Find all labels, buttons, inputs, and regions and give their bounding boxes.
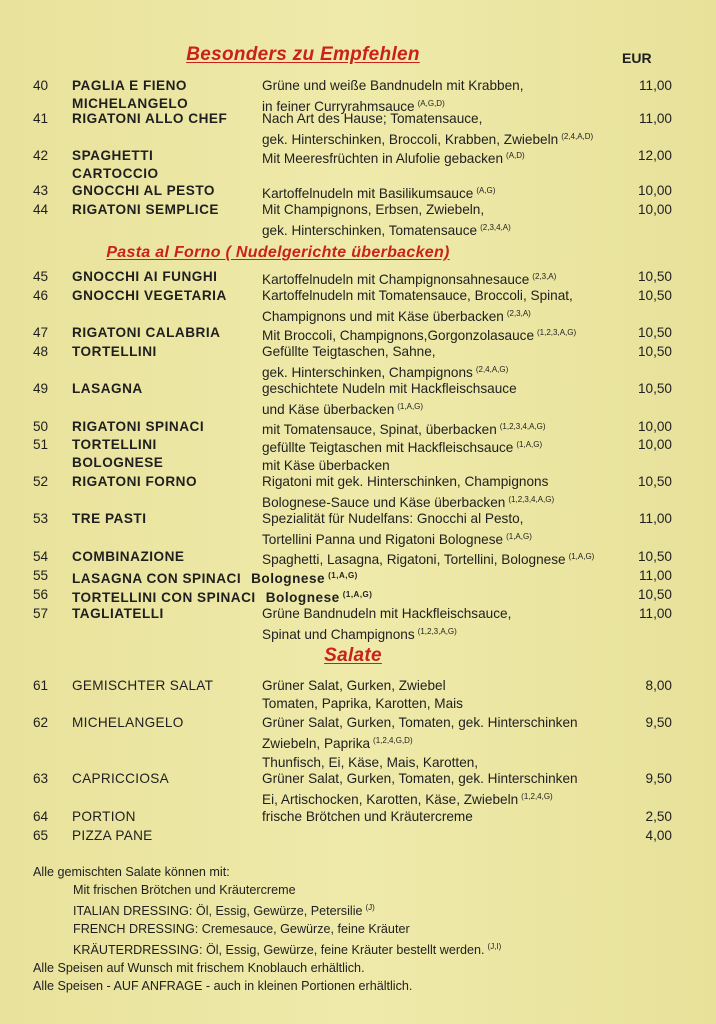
item-description: Kartoffelnudeln mit Champignonsahnesauce $^{(2,3,A)}$ [262, 272, 557, 287]
item-name: RIGATONI ALLO CHEF [72, 111, 228, 126]
item-price: 11,00 [638, 568, 672, 583]
allergen-code: (1,A,G) [506, 532, 532, 542]
heading-salate: Salate [324, 645, 382, 666]
item-description: frische Brötchen und Kräutercreme [262, 809, 473, 824]
item-description: Kartoffelnudeln mit Tomatensauce, Broccoli, Spinat, Champignons und mit Käse überbacken $^{(2,3,A)}$ [262, 288, 573, 325]
item-name: CAPRICCIOSA [72, 771, 169, 786]
item-description: Bolognese $^{(1,A,G)}$ [265, 590, 373, 605]
item-number: 56 [33, 587, 49, 602]
item-description: Grüner Salat, Gurken, Tomaten, gek. Hinterschinken Ei, Artischocken, Karotten, Käse, Zwiebeln $^{(1,2,4,G)}$ [262, 771, 578, 808]
item-price: 11,00 [638, 511, 672, 526]
item-number: 45 [33, 269, 49, 284]
item-name: TORTELLINI CON SPINACI Bolognese $^{(1,A,G)}$ [72, 590, 373, 605]
item-price: 11,00 [638, 111, 672, 126]
item-description: Grüner Salat, Gurken, Zwiebel Tomaten, Paprika, Karotten, Mais [262, 678, 463, 712]
note-option-1: Mit frischen Brötchen und Kräutercreme [73, 882, 296, 897]
item-number: 46 [33, 288, 49, 303]
item-name: PIZZA PANE [72, 828, 153, 843]
item-name: RIGATONI SPINACI [72, 419, 205, 434]
item-description: Grüner Salat, Gurken, Tomaten, gek. Hinterschinken Zwiebeln, Paprika $^{(1,2,4,G,D)}$ Thunfisch, Ei, Käse, Mais, Karotten, [262, 715, 578, 770]
allergen-code: (A,G) [476, 186, 496, 195]
allergen-code: (1,2,3,4,A,G) [508, 495, 555, 505]
allergen-code: (1,A,G) [568, 552, 595, 561]
allergen-code: (2,3,A) [532, 272, 557, 281]
item-price: 10,50 [637, 474, 672, 489]
item-price: 2,50 [645, 809, 672, 824]
item-price: 10,50 [637, 344, 672, 359]
item-price: 10,50 [637, 269, 672, 284]
item-price: 10,00 [637, 419, 672, 434]
item-name: GNOCCHI AL PESTO [72, 183, 215, 198]
item-name: TORTELLINI BOLOGNESE [72, 437, 164, 471]
allergen-code: (1,2,4,G,D) [373, 736, 413, 746]
item-price: 10,50 [637, 549, 672, 564]
item-number: 51 [33, 437, 49, 452]
item-name: RIGATONI SEMPLICE [72, 202, 219, 217]
item-price: 10,00 [637, 183, 672, 198]
item-price: 10,50 [637, 381, 672, 396]
note-option-2: ITALIAN DRESSING: Öl, Essig, Gewürze, Petersilie $^{(J)}$ [73, 903, 375, 919]
allergen-code: (2,4,A,D) [561, 132, 594, 142]
item-number: 53 [33, 511, 49, 526]
item-name: LASAGNA CON SPINACI Bolognese $^{(1,A,G)}$ [72, 571, 358, 586]
item-number: 55 [33, 568, 49, 583]
item-description: Grüne und weiße Bandnudeln mit Krabben, in feiner Curryrahmsauce $^{(A,G,D)}$ [262, 78, 524, 115]
currency-label: EUR [622, 50, 652, 66]
item-price: 10,00 [637, 437, 672, 452]
item-name: PAGLIA E FIENO MICHELANGELO [72, 78, 189, 112]
item-number: 48 [33, 344, 49, 359]
item-name: COMBINAZIONE [72, 549, 185, 564]
item-description: Rigatoni mit gek. Hinterschinken, Champignons Bolognese-Sauce und Käse überbacken $^{(1,2,3,4,A,G)}$ [262, 474, 555, 511]
item-number: 40 [33, 78, 49, 93]
allergen-code: (1,A,G) [328, 571, 358, 580]
item-number: 62 [33, 715, 49, 730]
item-description: Gefüllte Teigtaschen, Sahne, gek. Hinterschinken, Champignons $^{(2,4,A,G)}$ [262, 344, 509, 381]
note-option-3: FRENCH DRESSING: Cremesauce, Gewürze, feine Kräuter [73, 921, 410, 936]
allergen-code: (A,G,D) [417, 99, 445, 109]
item-description: Grüne Bandnudeln mit Hackfleischsauce, Spinat und Champignons $^{(1,2,3,A,G)}$ [262, 606, 512, 643]
item-description: Nach Art des Hause; Tomatensauce, gek. Hinterschinken, Broccoli, Krabben, Zwiebeln $^{(2,4,A,D)}$ [262, 111, 594, 148]
item-price: 11,00 [638, 78, 672, 93]
item-name: TORTELLINI [72, 344, 157, 359]
item-number: 54 [33, 549, 49, 564]
item-number: 57 [33, 606, 49, 621]
allergen-code: (A,D) [506, 151, 525, 160]
note-intro: Alle gemischten Salate können mit: [33, 865, 230, 879]
item-price: 12,00 [637, 148, 672, 163]
allergen-code: (1,2,3,A,G) [537, 328, 577, 337]
item-number: 43 [33, 183, 49, 198]
allergen-code: (1,A,G) [516, 440, 543, 449]
item-name: PORTION [72, 809, 136, 824]
item-price: 10,00 [637, 202, 672, 217]
item-name: GNOCCHI AI FUNGHI [72, 269, 218, 284]
allergen-code: (1,2,3,4,A,G) [499, 422, 546, 431]
item-description: Spezialität für Nudelfans: Gnocchi al Pesto, Tortellini Panna und Rigatoni Bolognese $^{(1,A,G)}$ [262, 511, 532, 548]
item-price: 9,50 [645, 771, 672, 786]
allergen-code: (1,A,G) [397, 402, 424, 412]
item-number: 64 [33, 809, 49, 824]
item-number: 65 [33, 828, 49, 843]
allergen-code: (J,I) [487, 942, 502, 952]
item-name: TRE PASTI [72, 511, 147, 526]
item-description: Spaghetti, Lasagna, Rigatoni, Tortellini, Bolognese $^{(1,A,G)}$ [262, 552, 595, 567]
allergen-code: (J) [365, 903, 375, 913]
item-price: 10,50 [637, 587, 672, 602]
item-name: MICHELANGELO [72, 715, 184, 730]
item-number: 41 [33, 111, 49, 126]
item-description: Mit Meeresfrüchten in Alufolie gebacken $^{(A,D)}$ [262, 151, 525, 166]
item-name: SPAGHETTI CARTOCCIO [72, 148, 159, 182]
item-number: 52 [33, 474, 49, 489]
item-name: TAGLIATELLI [72, 606, 164, 621]
item-description: Mit Broccoli, Champignons,Gorgonzolasauce $^{(1,2,3,A,G)}$ [262, 328, 577, 343]
item-price: 10,50 [637, 325, 672, 340]
item-description: geschichtete Nudeln mit Hackfleischsauce und Käse überbacken $^{(1,A,G)}$ [262, 381, 517, 418]
item-price: 4,00 [645, 828, 672, 843]
item-price: 11,00 [638, 606, 672, 621]
allergen-code: (2,4,A,G) [475, 365, 509, 375]
item-number: 47 [33, 325, 49, 340]
allergen-code: (2,3,4,A) [480, 223, 511, 233]
allergen-code: (1,2,4,G) [521, 792, 553, 802]
allergen-code: (1,2,3,A,G) [417, 627, 457, 637]
item-number: 49 [33, 381, 49, 396]
item-number: 50 [33, 419, 49, 434]
item-name: RIGATONI CALABRIA [72, 325, 221, 340]
item-number: 42 [33, 148, 49, 163]
item-price: 8,00 [645, 678, 672, 693]
item-name: LASAGNA [72, 381, 143, 396]
item-number: 44 [33, 202, 49, 217]
item-description: Kartoffelnudeln mit Basilikumsauce $^{(A,G)}$ [262, 186, 496, 201]
item-price: 10,50 [637, 288, 672, 303]
footer-notes [33, 864, 501, 995]
item-name: GEMISCHTER SALAT [72, 678, 214, 693]
item-number: 61 [33, 678, 49, 693]
item-name: GNOCCHI VEGETARIA [72, 288, 227, 303]
item-description: Bolognese $^{(1,A,G)}$ [251, 571, 358, 586]
note-small-portions: Alle Speisen - AUF ANFRAGE - auch in kleinen Portionen erhältlich. [33, 978, 413, 993]
allergen-code: (2,3,A) [506, 309, 531, 319]
heading-pasta-forno: Pasta al Forno ( Nudelgerichte überbacken) [106, 244, 450, 261]
item-name: RIGATONI FORNO [72, 474, 198, 489]
item-number: 63 [33, 771, 49, 786]
item-description: gefüllte Teigtaschen mit Hackfleischsauce $^{(1,A,G)}$ mit Käse überbacken [262, 440, 543, 474]
note-option-4: KRÄUTERDRESSING: Öl, Essig, Gewürze, feine Kräuter bestellt werden. $^{(J,I)}$ [73, 942, 502, 958]
allergen-code: (1,A,G) [342, 590, 373, 599]
item-description: Mit Champignons, Erbsen, Zwiebeln, gek. Hinterschinken, Tomatensauce $^{(2,3,4,A)}$ [262, 202, 511, 239]
item-price: 9,50 [645, 715, 672, 730]
note-garlic: Alle Speisen auf Wunsch mit frischem Knoblauch erhältlich. [33, 960, 365, 975]
item-description: mit Tomatensauce, Spinat, überbacken $^{(1,2,3,4,A,G)}$ [262, 422, 546, 437]
heading-special: Besonders zu Empfehlen [186, 44, 420, 65]
